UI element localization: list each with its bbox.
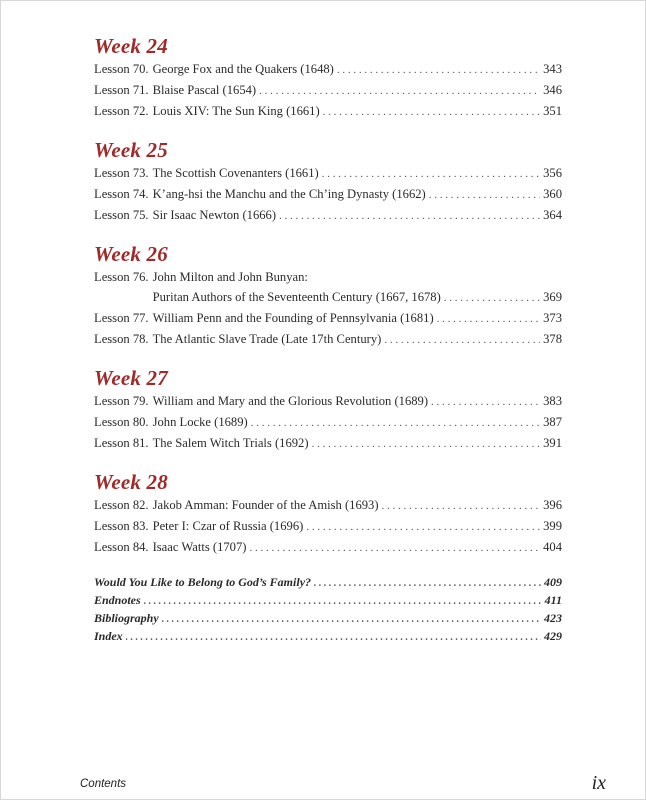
lesson-title: Louis XIV: The Sun King (1661) [152, 104, 320, 118]
toc-entry-line-2 [94, 287, 562, 308]
toc-entry[interactable] [94, 433, 562, 454]
lesson-title: Jakob Amman: Founder of the Amish (1693) [152, 498, 379, 512]
lesson-title: John Milton and John Bunyan: [152, 270, 308, 284]
back-matter-title: Endnotes [94, 593, 141, 607]
lesson-title: Blaise Pascal (1654) [152, 83, 257, 97]
page-number: 387 [543, 415, 562, 429]
lesson-title: K’ang-hsi the Manchu and the Ch’ing Dynasty (1662) [152, 187, 426, 201]
week-section-24 [94, 34, 562, 122]
toc-entry[interactable] [94, 163, 562, 184]
back-matter-title: Index [94, 629, 123, 643]
dot-leader [126, 629, 541, 646]
toc-entry[interactable] [94, 495, 562, 516]
page-number: 356 [543, 166, 562, 180]
page-number: 364 [543, 208, 562, 222]
dot-leader [337, 60, 540, 80]
week-heading: Week 28 [94, 470, 168, 494]
lesson-number: Lesson 74. [94, 187, 149, 201]
page-number: 391 [543, 436, 562, 450]
page-number: 378 [543, 332, 562, 346]
lesson-number: Lesson 76. [94, 270, 149, 284]
dot-leader [249, 538, 540, 558]
toc-entry[interactable] [94, 101, 562, 122]
lesson-number: Lesson 77. [94, 311, 149, 325]
dot-leader [259, 81, 540, 101]
page-number: 346 [543, 83, 562, 97]
page-number: 396 [543, 498, 562, 512]
dot-leader [322, 164, 540, 184]
week-heading: Week 26 [94, 242, 168, 266]
lesson-number: Lesson 71. [94, 83, 149, 97]
page-number: 404 [543, 540, 562, 554]
toc-entry[interactable] [94, 205, 562, 226]
toc-entry[interactable] [94, 80, 562, 101]
lesson-number: Lesson 78. [94, 332, 149, 346]
toc-entry[interactable] [94, 391, 562, 412]
lesson-title: Peter I: Czar of Russia (1696) [152, 519, 304, 533]
page-number: 411 [544, 593, 562, 607]
page-number: 409 [544, 575, 562, 589]
page-number: 429 [544, 629, 562, 643]
lesson-number: Lesson 80. [94, 415, 149, 429]
back-matter-entry[interactable] [94, 628, 562, 646]
toc-entry-two-line[interactable] [94, 267, 562, 308]
back-matter-entry[interactable] [94, 574, 562, 592]
lesson-number: Lesson 82. [94, 498, 149, 512]
lesson-title: The Atlantic Slave Trade (Late 17th Century) [152, 332, 382, 346]
toc-entry-line-1 [94, 267, 562, 287]
dot-leader [437, 309, 540, 329]
page-number: 343 [543, 62, 562, 76]
toc-entry[interactable] [94, 59, 562, 80]
page-number: 351 [543, 104, 562, 118]
lesson-title: George Fox and the Quakers (1648) [152, 62, 334, 76]
lesson-title: John Locke (1689) [152, 415, 248, 429]
toc-entry[interactable] [94, 329, 562, 350]
dot-leader [429, 185, 540, 205]
toc-entry[interactable] [94, 184, 562, 205]
footer-page-number: ix [591, 772, 606, 794]
lesson-number: Lesson 84. [94, 540, 149, 554]
toc-entry[interactable] [94, 308, 562, 329]
dot-leader [312, 434, 541, 454]
lesson-title: Isaac Watts (1707) [152, 540, 247, 554]
lesson-title: William and Mary and the Glorious Revolution (1689) [152, 394, 429, 408]
week-section-28 [94, 470, 562, 558]
toc-entry[interactable] [94, 412, 562, 433]
week-section-25 [94, 138, 562, 226]
lesson-number: Lesson 72. [94, 104, 149, 118]
toc-entry[interactable] [94, 516, 562, 537]
page-number: 399 [543, 519, 562, 533]
page-number: 369 [543, 290, 562, 304]
dot-leader [382, 496, 541, 516]
back-matter [94, 574, 562, 646]
page-number: 423 [544, 611, 562, 625]
lesson-title-continued: Puritan Authors of the Seventeenth Century (1667, 1678) [152, 290, 441, 304]
lesson-number: Lesson 73. [94, 166, 149, 180]
back-matter-entry[interactable] [94, 592, 562, 610]
lesson-number: Lesson 79. [94, 394, 149, 408]
dot-leader [444, 288, 540, 308]
week-heading: Week 27 [94, 366, 168, 390]
back-matter-title: Bibliography [94, 611, 159, 625]
toc-entry[interactable] [94, 537, 562, 558]
lesson-title: William Penn and the Founding of Pennsylvania (1681) [152, 311, 434, 325]
page-number: 383 [543, 394, 562, 408]
dot-leader [431, 392, 540, 412]
back-matter-entry[interactable] [94, 610, 562, 628]
dot-leader [306, 517, 540, 537]
lesson-number: Lesson 70. [94, 62, 149, 76]
dot-leader [314, 575, 541, 592]
dot-leader [279, 206, 540, 226]
dot-leader [323, 102, 540, 122]
week-heading: Week 25 [94, 138, 168, 162]
table-of-contents [94, 34, 562, 646]
lesson-number: Lesson 75. [94, 208, 149, 222]
page-number: 373 [543, 311, 562, 325]
week-section-27 [94, 366, 562, 454]
week-heading: Week 24 [94, 34, 168, 58]
footer-section-label: Contents [80, 778, 127, 790]
lesson-number: Lesson 81. [94, 436, 149, 450]
page-number: 360 [543, 187, 562, 201]
dot-leader [251, 413, 540, 433]
dot-leader [384, 330, 540, 350]
dot-leader [162, 611, 541, 628]
lesson-number: Lesson 83. [94, 519, 149, 533]
dot-leader [144, 593, 542, 610]
lesson-title: Sir Isaac Newton (1666) [152, 208, 277, 222]
back-matter-title: Would You Like to Belong to God’s Family? [94, 575, 312, 589]
lesson-title: The Salem Witch Trials (1692) [152, 436, 309, 450]
week-section-26 [94, 242, 562, 350]
lesson-title: The Scottish Covenanters (1661) [152, 166, 319, 180]
